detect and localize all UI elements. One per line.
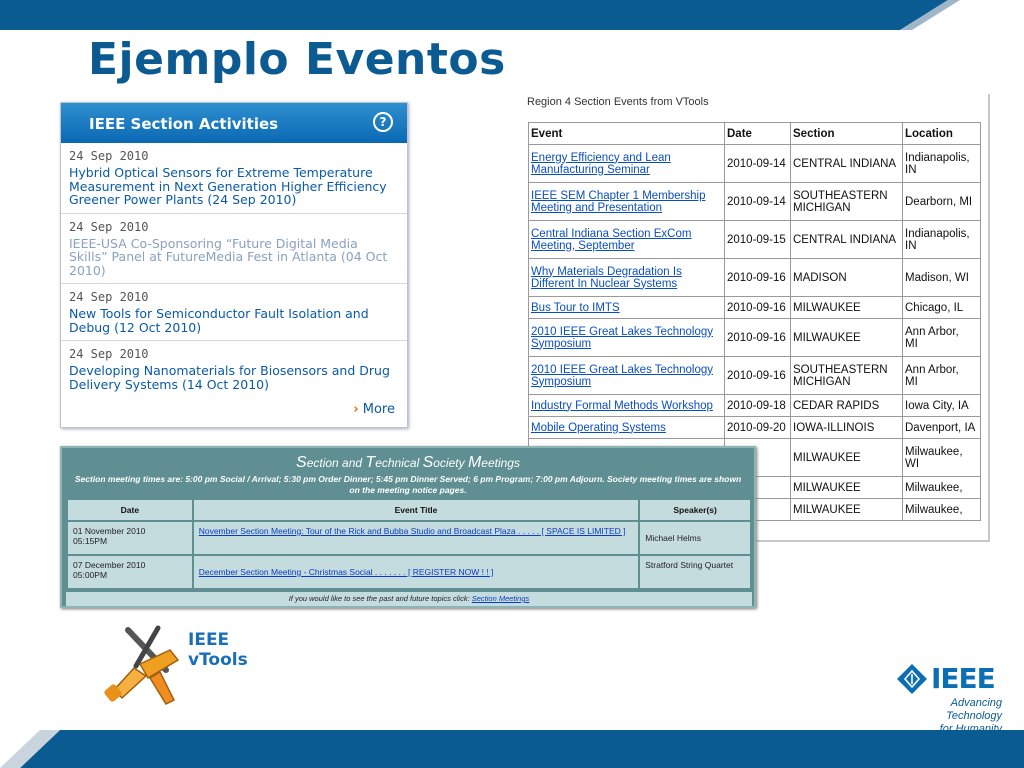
meeting-date: 07 December 2010 05:00PM bbox=[68, 556, 192, 588]
section-meetings-link[interactable]: Section Meetings bbox=[471, 594, 530, 603]
cell-event bbox=[529, 297, 725, 319]
meetings-subtitle: Section meeting times are: 5:00 pm Social / Arrival; 5:30 pm Order Dinner; 5:45 pm Dinner Served; 6 pm Program; 7:00 pm Adjourn. Society meeting times are shown on the meeting notice pages. bbox=[74, 474, 742, 495]
column-header-event: Event bbox=[529, 123, 725, 145]
top-banner bbox=[0, 0, 1024, 30]
cell-event bbox=[529, 395, 725, 417]
meetings-title: Section and Technical Society Meetings bbox=[296, 454, 520, 471]
event-link[interactable]: Different In Nuclear Systems bbox=[531, 277, 678, 290]
event-link[interactable]: Industry Formal Methods Workshop bbox=[531, 399, 713, 412]
vtools-logo-text: IEEE vTools bbox=[188, 630, 248, 670]
activity-date: 24 Sep 2010 bbox=[69, 149, 149, 163]
event-link[interactable]: Energy Efficiency and Lean bbox=[531, 151, 671, 164]
table-row bbox=[529, 417, 981, 439]
meetings-footer: If you would like to see the past and future topics click: Section Meetings bbox=[66, 592, 752, 606]
meeting-title-cell bbox=[194, 556, 639, 588]
activity-link[interactable]: IEEE-USA Co-Sponsoring “Future Digital Media Skills” Panel at FutureMedia Fest in Atlanta (04 Oct 2010) bbox=[69, 235, 388, 278]
table-row bbox=[68, 556, 750, 588]
activities-header bbox=[61, 103, 407, 143]
cell-date: 2010-09-16 bbox=[725, 319, 791, 357]
more-link[interactable] bbox=[353, 402, 395, 417]
activity-item[interactable] bbox=[61, 284, 407, 341]
cell-section: SOUTHEASTERN MICHIGAN bbox=[791, 183, 903, 221]
meeting-speaker: Stratford String Quartet bbox=[640, 556, 750, 588]
table-row bbox=[529, 319, 981, 357]
cell-section: CENTRAL INDIANA bbox=[791, 145, 903, 183]
table-row bbox=[529, 221, 981, 259]
society-meetings-panel bbox=[60, 446, 756, 608]
column-header-section: Section bbox=[791, 123, 903, 145]
cell-event bbox=[529, 319, 725, 357]
meetings-table bbox=[66, 498, 752, 590]
meeting-link[interactable]: November Section Meeting: Tour of the Rick and Bubba Studio and Broadcast Plaza . . . . . [ SPACE IS LIMITED ] bbox=[198, 526, 626, 536]
activity-item[interactable] bbox=[61, 143, 407, 214]
event-link[interactable]: Manufacturing Seminar bbox=[531, 163, 650, 176]
activity-item[interactable] bbox=[61, 214, 407, 285]
more-label: More bbox=[362, 402, 395, 417]
table-row bbox=[68, 522, 750, 554]
cell-section: IOWA-ILLINOIS bbox=[791, 417, 903, 439]
cell-date: 2010-09-15 bbox=[725, 221, 791, 259]
meeting-title-cell bbox=[194, 522, 639, 554]
cell-location: Dearborn, MI bbox=[903, 183, 981, 221]
cell-location: Ann Arbor, MI bbox=[903, 357, 981, 395]
meeting-speaker: Michael Helms bbox=[640, 522, 750, 554]
slide-title: Ejemplo Eventos bbox=[88, 34, 506, 85]
event-link[interactable]: Central Indiana Section ExCom bbox=[531, 227, 692, 240]
cell-event bbox=[529, 417, 725, 439]
section-activities-widget bbox=[60, 102, 408, 428]
cell-location: Indianapolis, IN bbox=[903, 221, 981, 259]
activity-link[interactable]: Developing Nanomaterials for Biosensors and Drug Delivery Systems (14 Oct 2010) bbox=[69, 363, 390, 392]
ieee-tagline: Advancing Technology for Humanity bbox=[939, 697, 1002, 735]
event-link[interactable]: IEEE SEM Chapter 1 Membership bbox=[531, 189, 706, 202]
cell-section: MILWAUKEE bbox=[791, 477, 903, 499]
column-header-speakers: Speaker(s) bbox=[640, 500, 750, 520]
activity-date: 24 Sep 2010 bbox=[69, 347, 149, 361]
column-header-date: Date bbox=[68, 500, 192, 520]
column-header-event-title: Event Title bbox=[194, 500, 639, 520]
table-row bbox=[529, 183, 981, 221]
help-icon[interactable]: ? bbox=[373, 112, 393, 132]
event-link[interactable]: Bus Tour to IMTS bbox=[531, 301, 620, 314]
ieee-wordmark: IEEE bbox=[931, 662, 995, 695]
activity-link[interactable]: Hybrid Optical Sensors for Extreme Temperature Measurement in Next Generation Higher Efficiency Greener Power Plants (24 Sep 2010) bbox=[69, 165, 387, 207]
cell-event bbox=[529, 259, 725, 297]
cell-event bbox=[529, 221, 725, 259]
cell-event bbox=[529, 357, 725, 395]
activity-date: 24 Sep 2010 bbox=[69, 290, 149, 304]
cell-date: 2010-09-14 bbox=[725, 183, 791, 221]
cell-event bbox=[529, 145, 725, 183]
cell-date: 2010-09-16 bbox=[725, 259, 791, 297]
column-header-date: Date bbox=[725, 123, 791, 145]
cell-location: Chicago, IL bbox=[903, 297, 981, 319]
cell-location: Davenport, IA bbox=[903, 417, 981, 439]
table-row bbox=[529, 259, 981, 297]
cell-section: CEDAR RAPIDS bbox=[791, 395, 903, 417]
activity-link[interactable]: New Tools for Semiconductor Fault Isolation and Debug (12 Oct 2010) bbox=[69, 306, 369, 335]
table-row bbox=[529, 145, 981, 183]
cell-section: MADISON bbox=[791, 259, 903, 297]
cell-section: MILWAUKEE bbox=[791, 297, 903, 319]
event-link[interactable]: Meeting and Presentation bbox=[531, 201, 663, 214]
table-row bbox=[529, 297, 981, 319]
cell-date: 2010-09-16 bbox=[725, 357, 791, 395]
cell-location: Iowa City, IA bbox=[903, 395, 981, 417]
event-link[interactable]: Mobile Operating Systems bbox=[531, 421, 666, 434]
activity-item[interactable] bbox=[61, 341, 407, 397]
cell-location: Milwaukee, bbox=[903, 499, 981, 521]
cell-location: Indianapolis, IN bbox=[903, 145, 981, 183]
region-caption: Region 4 Section Events from VTools bbox=[527, 96, 709, 108]
cell-location: Milwaukee, WI bbox=[903, 439, 981, 477]
cell-event bbox=[529, 183, 725, 221]
table-row bbox=[529, 395, 981, 417]
cell-date: 2010-09-14 bbox=[725, 145, 791, 183]
bottom-banner bbox=[0, 730, 1024, 768]
meeting-link[interactable]: December Section Meeting - Christmas Social . . . . . . . [ REGISTER NOW ! ! ] bbox=[198, 567, 494, 577]
cell-location: Madison, WI bbox=[903, 259, 981, 297]
cell-section: MILWAUKEE bbox=[791, 319, 903, 357]
chevron-right-icon: › bbox=[353, 402, 359, 417]
cell-section: MILWAUKEE bbox=[791, 439, 903, 477]
cell-location: Ann Arbor, MI bbox=[903, 319, 981, 357]
event-link[interactable]: Symposium bbox=[531, 337, 592, 350]
meeting-date: 01 November 2010 05:15PM bbox=[68, 522, 192, 554]
column-header-location: Location bbox=[903, 123, 981, 145]
cell-section: SOUTHEASTERN MICHIGAN bbox=[791, 357, 903, 395]
event-link[interactable]: Meeting, September bbox=[531, 239, 635, 252]
table-row bbox=[529, 357, 981, 395]
event-link[interactable]: 2010 IEEE Great Lakes Technology bbox=[531, 363, 713, 376]
cell-location: Milwaukee, bbox=[903, 477, 981, 499]
vtools-tools-icon bbox=[100, 620, 190, 712]
cell-section: CENTRAL INDIANA bbox=[791, 221, 903, 259]
activity-date: 24 Sep 2010 bbox=[69, 219, 149, 234]
event-link[interactable]: Symposium bbox=[531, 375, 592, 388]
event-link[interactable]: Why Materials Degradation Is bbox=[531, 265, 682, 278]
cell-date: 2010-09-20 bbox=[725, 417, 791, 439]
activities-title: IEEE Section Activities bbox=[89, 115, 279, 133]
cell-date: 2010-09-18 bbox=[725, 395, 791, 417]
event-link[interactable]: 2010 IEEE Great Lakes Technology bbox=[531, 325, 713, 338]
cell-section: MILWAUKEE bbox=[791, 499, 903, 521]
cell-date: 2010-09-16 bbox=[725, 297, 791, 319]
